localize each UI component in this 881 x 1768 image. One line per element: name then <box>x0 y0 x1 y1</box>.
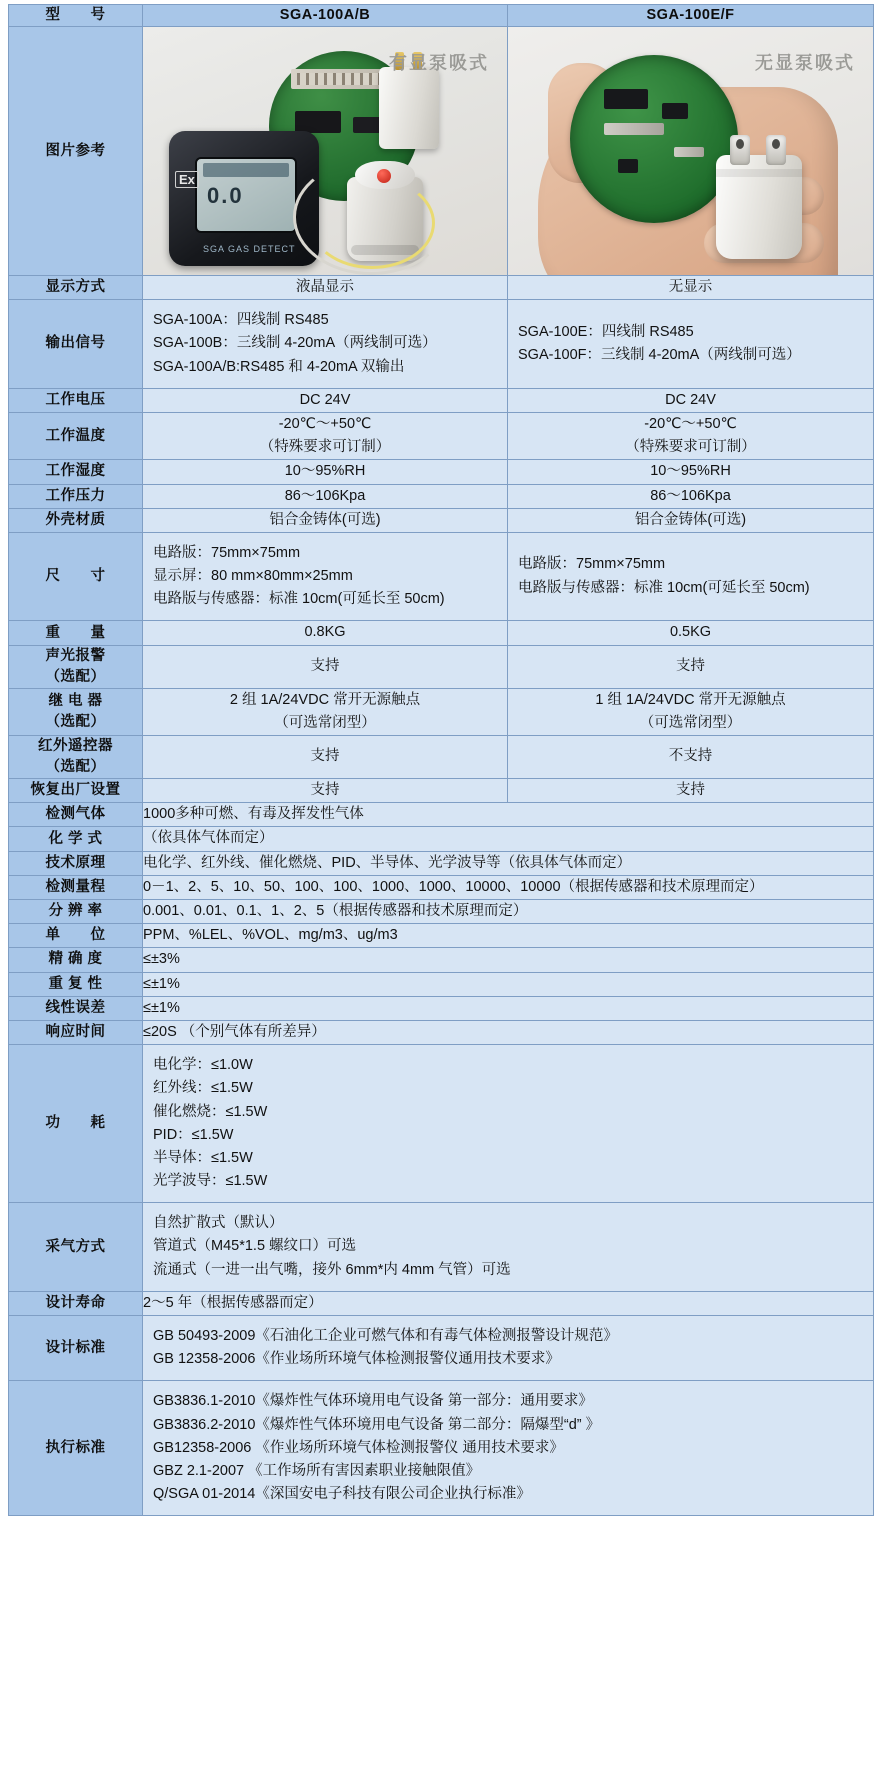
size-a-line-1: 电路版：75mm×75mm <box>153 544 301 561</box>
row-label-shell: 外壳材质 <box>9 508 143 532</box>
row-label-gas: 检测气体 <box>9 803 143 827</box>
factory-reset-value-a: 支持 <box>143 779 508 803</box>
display-meter-icon: 0.0 Ex SGA GAS DETECT <box>169 131 319 266</box>
output-b-line-1: SGA-100E：四线制 RS485 <box>518 323 694 340</box>
size-value-a <box>143 532 508 621</box>
temperature-a-line-1: -20℃～+50℃ <box>278 415 372 432</box>
unit-value: PPM、%LEL、%VOL、mg/m3、ug/m3 <box>143 924 874 948</box>
sampling-line-1: 自然扩散式（默认） <box>153 1215 284 1232</box>
factory-reset-value-b: 支持 <box>508 779 874 803</box>
power-line-2: 红外线：≤1.5W <box>153 1080 253 1097</box>
row-label-model: 型 号 <box>9 5 143 27</box>
relay-value-b <box>508 688 874 735</box>
alarm-value-a: 支持 <box>143 645 508 688</box>
accuracy-value: ≤±3% <box>143 948 874 972</box>
sampling-value <box>143 1203 874 1292</box>
table-row <box>9 300 874 389</box>
design-standard-line-1: GB 50493-2009《石油化工企业可燃气体和有毒气体检测报警设计规范》 <box>153 1328 618 1345</box>
response-value: ≤20S （个别气体有所差异） <box>143 1020 874 1044</box>
relay-a-line-2: （可选常闭型） <box>274 714 376 731</box>
power-line-1: 电化学：≤1.0W <box>153 1057 253 1074</box>
output-value-b <box>508 300 874 389</box>
table-row <box>9 924 874 948</box>
display-value-a: 液晶显示 <box>143 276 508 300</box>
table-row <box>9 851 874 875</box>
row-label-response: 响应时间 <box>9 1020 143 1044</box>
cable-icon <box>293 159 449 275</box>
row-label-output: 输出信号 <box>9 300 143 389</box>
alarm-label-line-2: （选配） <box>45 668 106 685</box>
power-line-5: 半导体：≤1.5W <box>153 1149 253 1166</box>
row-label-photo: 图片参考 <box>9 27 143 276</box>
voltage-value-b: DC 24V <box>508 388 874 412</box>
column-header-b: SGA-100E/F <box>508 5 874 27</box>
output-a-line-2: SGA-100B：三线制 4-20mA（两线制可选） <box>153 335 437 352</box>
alarm-value-b: 支持 <box>508 645 874 688</box>
table-row <box>9 276 874 300</box>
row-label-factory-reset: 恢复出厂设置 <box>9 779 143 803</box>
table-row <box>9 1381 874 1516</box>
relay-value-a <box>143 688 508 735</box>
display-value-b: 无显示 <box>508 276 874 300</box>
table-row <box>9 779 874 803</box>
size-value-b <box>508 532 874 621</box>
row-label-formula: 化 学 式 <box>9 827 143 851</box>
table-row <box>9 1203 874 1292</box>
exec-standard-line-3: GB12358-2006 《作业场所环境气体检测报警仪 通用技术要求》 <box>153 1439 564 1456</box>
temperature-a-line-2: （特殊要求可订制） <box>259 439 391 456</box>
photo-a-tag: 有显泵吸式 <box>389 53 489 74</box>
exec-standard-line-4: GBZ 2.1-2007 《工作场所有害因素职业接触限值》 <box>153 1462 481 1479</box>
relay-a-line-1: 2 组 1A/24VDC 常开无源触点 <box>229 691 421 708</box>
row-label-power: 功 耗 <box>9 1045 143 1203</box>
sampling-line-2: 管道式（M45*1.5 螺纹口）可选 <box>153 1238 357 1255</box>
shell-value-a: 铝合金铸体(可选) <box>143 508 508 532</box>
size-a-line-3: 电路版与传感器：标准 10cm(可延长至 50cm) <box>153 591 445 608</box>
circuit-board-icon <box>570 55 738 223</box>
remote-label-line-1: 红外遥控器 <box>38 738 113 755</box>
row-label-repeatability: 重 复 性 <box>9 972 143 996</box>
table-row <box>9 532 874 621</box>
temperature-b-line-2: （特殊要求可订制） <box>625 439 756 456</box>
exec-standard-line-5: Q/SGA 01-2014《深国安电子科技有限公司企业执行标准》 <box>153 1486 531 1503</box>
table-row <box>9 900 874 924</box>
table-row <box>9 1291 874 1315</box>
table-row <box>9 996 874 1020</box>
table-row <box>9 827 874 851</box>
resolution-value: 0.001、0.01、0.1、1、2、5（根据传感器和技术原理而定） <box>143 900 874 924</box>
row-label-temperature: 工作温度 <box>9 412 143 459</box>
gas-value: 1000多种可燃、有毒及挥发性气体 <box>143 803 874 827</box>
row-label-voltage: 工作电压 <box>9 388 143 412</box>
range-value: 0－1、2、5、10、50、100、100、1000、1000、10000、10000（根据传感器和技术原理而定） <box>143 875 874 899</box>
table-row <box>9 508 874 532</box>
pressure-value-b: 86～106Kpa <box>508 484 874 508</box>
remote-value-a: 支持 <box>143 736 508 779</box>
power-line-4: PID：≤1.5W <box>153 1126 234 1143</box>
humidity-value-b: 10～95%RH <box>508 460 874 484</box>
table-row <box>9 1020 874 1044</box>
output-a-line-1: SGA-100A：四线制 RS485 <box>153 312 329 329</box>
size-b-line-1: 电路版：75mm×75mm <box>518 556 666 573</box>
remote-value-b: 不支持 <box>508 736 874 779</box>
table-row <box>9 645 874 688</box>
exec-standard-line-1: GB3836.1-2010《爆炸性气体环境用电气设备 第一部分：通用要求》 <box>153 1393 593 1410</box>
row-label-relay <box>9 688 143 735</box>
product-photo-b <box>508 27 874 276</box>
table-row <box>9 460 874 484</box>
table-row <box>9 948 874 972</box>
row-label-linearity: 线性误差 <box>9 996 143 1020</box>
remote-label-line-2: （选配） <box>45 759 106 776</box>
table-row <box>9 736 874 779</box>
design-standard-value <box>143 1316 874 1381</box>
shell-value-b: 铝合金铸体(可选) <box>508 508 874 532</box>
product-photo-a <box>143 27 508 276</box>
row-label-design-standard: 设计标准 <box>9 1316 143 1381</box>
humidity-value-a: 10～95%RH <box>143 460 508 484</box>
row-label-alarm <box>9 645 143 688</box>
column-header-a: SGA-100A/B <box>143 5 508 27</box>
row-label-display: 显示方式 <box>9 276 143 300</box>
design-standard-line-2: GB 12358-2006《作业场所环境气体检测报警仪通用技术要求》 <box>153 1351 560 1368</box>
row-label-resolution: 分 辨 率 <box>9 900 143 924</box>
alarm-label-line-1: 声光报警 <box>45 647 106 664</box>
formula-value: （依具体气体而定） <box>143 827 874 851</box>
table-row <box>9 875 874 899</box>
table-row <box>9 1045 874 1203</box>
row-label-humidity: 工作湿度 <box>9 460 143 484</box>
power-line-3: 催化燃烧：≤1.5W <box>153 1103 268 1120</box>
sensor-cylinder-icon <box>379 67 439 149</box>
power-value <box>143 1045 874 1203</box>
row-label-accuracy: 精 确 度 <box>9 948 143 972</box>
output-b-line-2: SGA-100F：三线制 4-20mA（两线制可选） <box>518 346 801 363</box>
table-row <box>9 484 874 508</box>
linearity-value: ≤±1% <box>143 996 874 1020</box>
photo-b-canvas <box>508 27 873 275</box>
temperature-b-line-1: -20℃～+50℃ <box>644 415 737 432</box>
table-row <box>9 972 874 996</box>
photo-a-canvas <box>143 27 507 275</box>
row-label-principle: 技术原理 <box>9 851 143 875</box>
relay-label-line-2: （选配） <box>45 713 106 730</box>
output-a-line-3: SGA-100A/B:RS485 和 4-20mA 双输出 <box>153 358 405 375</box>
power-line-6: 光学波导：≤1.5W <box>153 1173 268 1190</box>
table-row <box>9 688 874 735</box>
table-row <box>9 621 874 645</box>
exec-standard-value <box>143 1381 874 1516</box>
relay-b-line-1: 1 组 1A/24VDC 常开无源触点 <box>595 691 786 708</box>
specification-table <box>8 4 874 1516</box>
table-row <box>9 1316 874 1381</box>
temperature-value-a <box>143 412 508 459</box>
row-label-lifetime: 设计寿命 <box>9 1291 143 1315</box>
relay-b-line-2: （可选常闭型） <box>639 714 742 731</box>
output-value-a <box>143 300 508 389</box>
table-row <box>9 27 874 276</box>
table-row <box>9 388 874 412</box>
temperature-value-b <box>508 412 874 459</box>
table-row <box>9 412 874 459</box>
repeatability-value: ≤±1% <box>143 972 874 996</box>
lifetime-value: 2～5 年（根据传感器而定） <box>143 1291 874 1315</box>
size-a-line-2: 显示屏：80 mm×80mm×25mm <box>153 568 353 585</box>
table-row <box>9 803 874 827</box>
row-label-pressure: 工作压力 <box>9 484 143 508</box>
principle-value: 电化学、红外线、催化燃烧、PID、半导体、光学波导等（依具体气体而定） <box>143 851 874 875</box>
row-label-size: 尺 寸 <box>9 532 143 621</box>
voltage-value-a: DC 24V <box>143 388 508 412</box>
row-label-remote <box>9 736 143 779</box>
weight-value-a: 0.8KG <box>143 621 508 645</box>
sampling-line-3: 流通式（一进一出气嘴，接外 6mm*内 4mm 气管）可选 <box>153 1261 511 1278</box>
row-label-range: 检测量程 <box>9 875 143 899</box>
gas-sensor-icon <box>716 155 802 259</box>
weight-value-b: 0.5KG <box>508 621 874 645</box>
row-label-exec-standard: 执行标准 <box>9 1381 143 1516</box>
row-label-unit: 单 位 <box>9 924 143 948</box>
size-b-line-2: 电路版与传感器：标准 10cm(可延长至 50cm) <box>518 579 810 596</box>
exec-standard-line-2: GB3836.2-2010《爆炸性气体环境用电气设备 第二部分：隔爆型“d” 》 <box>153 1416 601 1433</box>
table-row <box>9 5 874 27</box>
pressure-value-a: 86～106Kpa <box>143 484 508 508</box>
row-label-sampling: 采气方式 <box>9 1203 143 1292</box>
row-label-weight: 重 量 <box>9 621 143 645</box>
relay-label-line-1: 继 电 器 <box>48 692 103 709</box>
photo-b-tag: 无显泵吸式 <box>755 53 855 74</box>
